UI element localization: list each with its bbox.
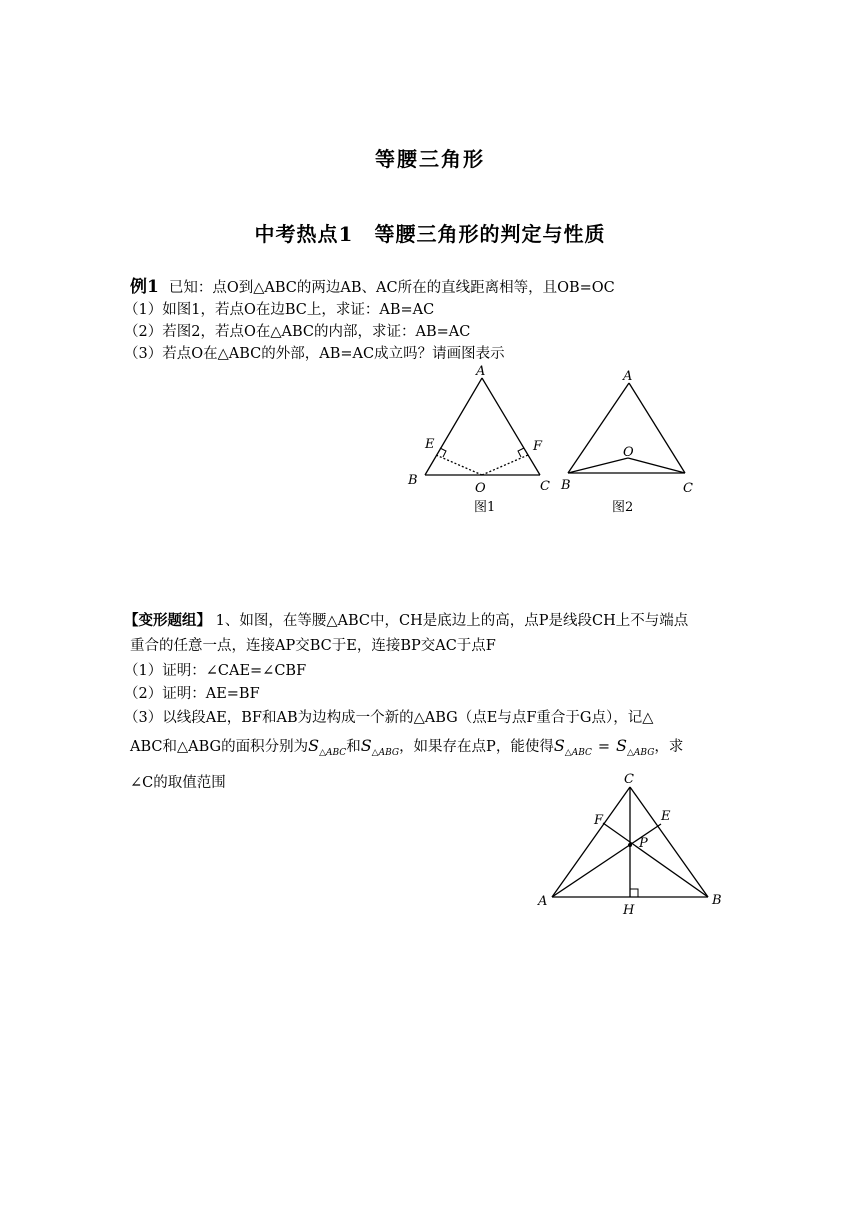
area-sub-abc-2: △ABC [564,748,592,758]
area-sub-abg-2: △ABG [627,748,655,758]
area-sub-abg-1: △ABG [371,748,400,758]
vfig-label-b: B [712,893,722,908]
vfig-point-p [628,843,632,847]
example1-label: 例1 [130,277,159,297]
fig2-label-o: O [623,445,634,460]
example1-item-1: （1）如图1，若点O在边BC上，求证：AB=AC [124,302,435,318]
fig1-label-a: A [476,364,486,379]
vfig-segment-ae [552,824,661,897]
fig1-label-f: F [533,439,543,454]
variant-label: 【变形题组】 [124,612,211,629]
fig2-label-a: A [623,369,633,384]
variant-line4-b: 和 [346,739,361,755]
variant-item-2: （2）证明：AE=BF [124,686,260,702]
variant-line4-d: ，求 [654,739,684,755]
fig2-label-b: B [561,478,571,493]
example1-intro: 已知：点O到△ABC的两边AB、AC所在的直线距离相等，且OB=OC [168,280,615,296]
vfig-label-a: A [538,894,548,909]
fig1-label-o: O [475,481,486,496]
vfig-label-c: C [624,772,634,787]
vfig-label-p: P [639,836,648,851]
area-symbol-4: S [616,736,628,755]
variant-line-2: 重合的任意一点，连接AP交BC于E，连接BP交AC于点F [130,638,496,654]
area-sub-abc-1: △ABC [319,748,347,758]
fig2-caption: 图2 [612,500,634,515]
fig1-label-b: B [408,473,418,488]
fig2-label-c: C [683,481,693,496]
variant-item-1: （1）证明：∠CAE=∠CBF [124,663,307,679]
vfig-right-angle-h [630,889,638,897]
example1-item-3: （3）若点O在△ABC的外部，AB=AC成立吗？请画图表示 [124,346,505,362]
section-title: 中考热点1 等腰三角形的判定与性质 [254,222,606,246]
variant-item-3: （3）以线段AE，BF和AB为边构成一个新的△ABG（点E与点F重合于G点），记△ [124,710,654,726]
variant-line4-a: ABC和△ABG的面积分别为 [130,739,309,755]
vfig-label-f: F [594,813,604,828]
vfig-label-h: H [623,903,635,918]
area-symbol-3: S [553,736,565,755]
vfig-segment-bf [603,823,708,897]
example1-item-2: （2）若图2，若点O在△ABC的内部，求证：AB=AC [124,324,471,340]
variant-line4-c: ，如果存在点P，能使得 [399,739,554,755]
variant-text-1: 1、如图，在等腰△ABC中，CH是底边上的高，点P是线段CH上不与端点 [215,613,689,629]
area-symbol-2: S [360,736,372,755]
document-title: 等腰三角形 [375,147,485,171]
vfig-side-ca [552,787,630,897]
vfig-label-e: E [661,809,671,824]
equals-sign: = [597,739,611,755]
variant-line-5: ∠C的取值范围 [130,775,226,791]
fig1-label-e: E [425,437,435,452]
fig1-caption: 图1 [474,500,496,515]
area-symbol-1: S [308,736,320,755]
fig1-label-c: C [540,479,550,494]
